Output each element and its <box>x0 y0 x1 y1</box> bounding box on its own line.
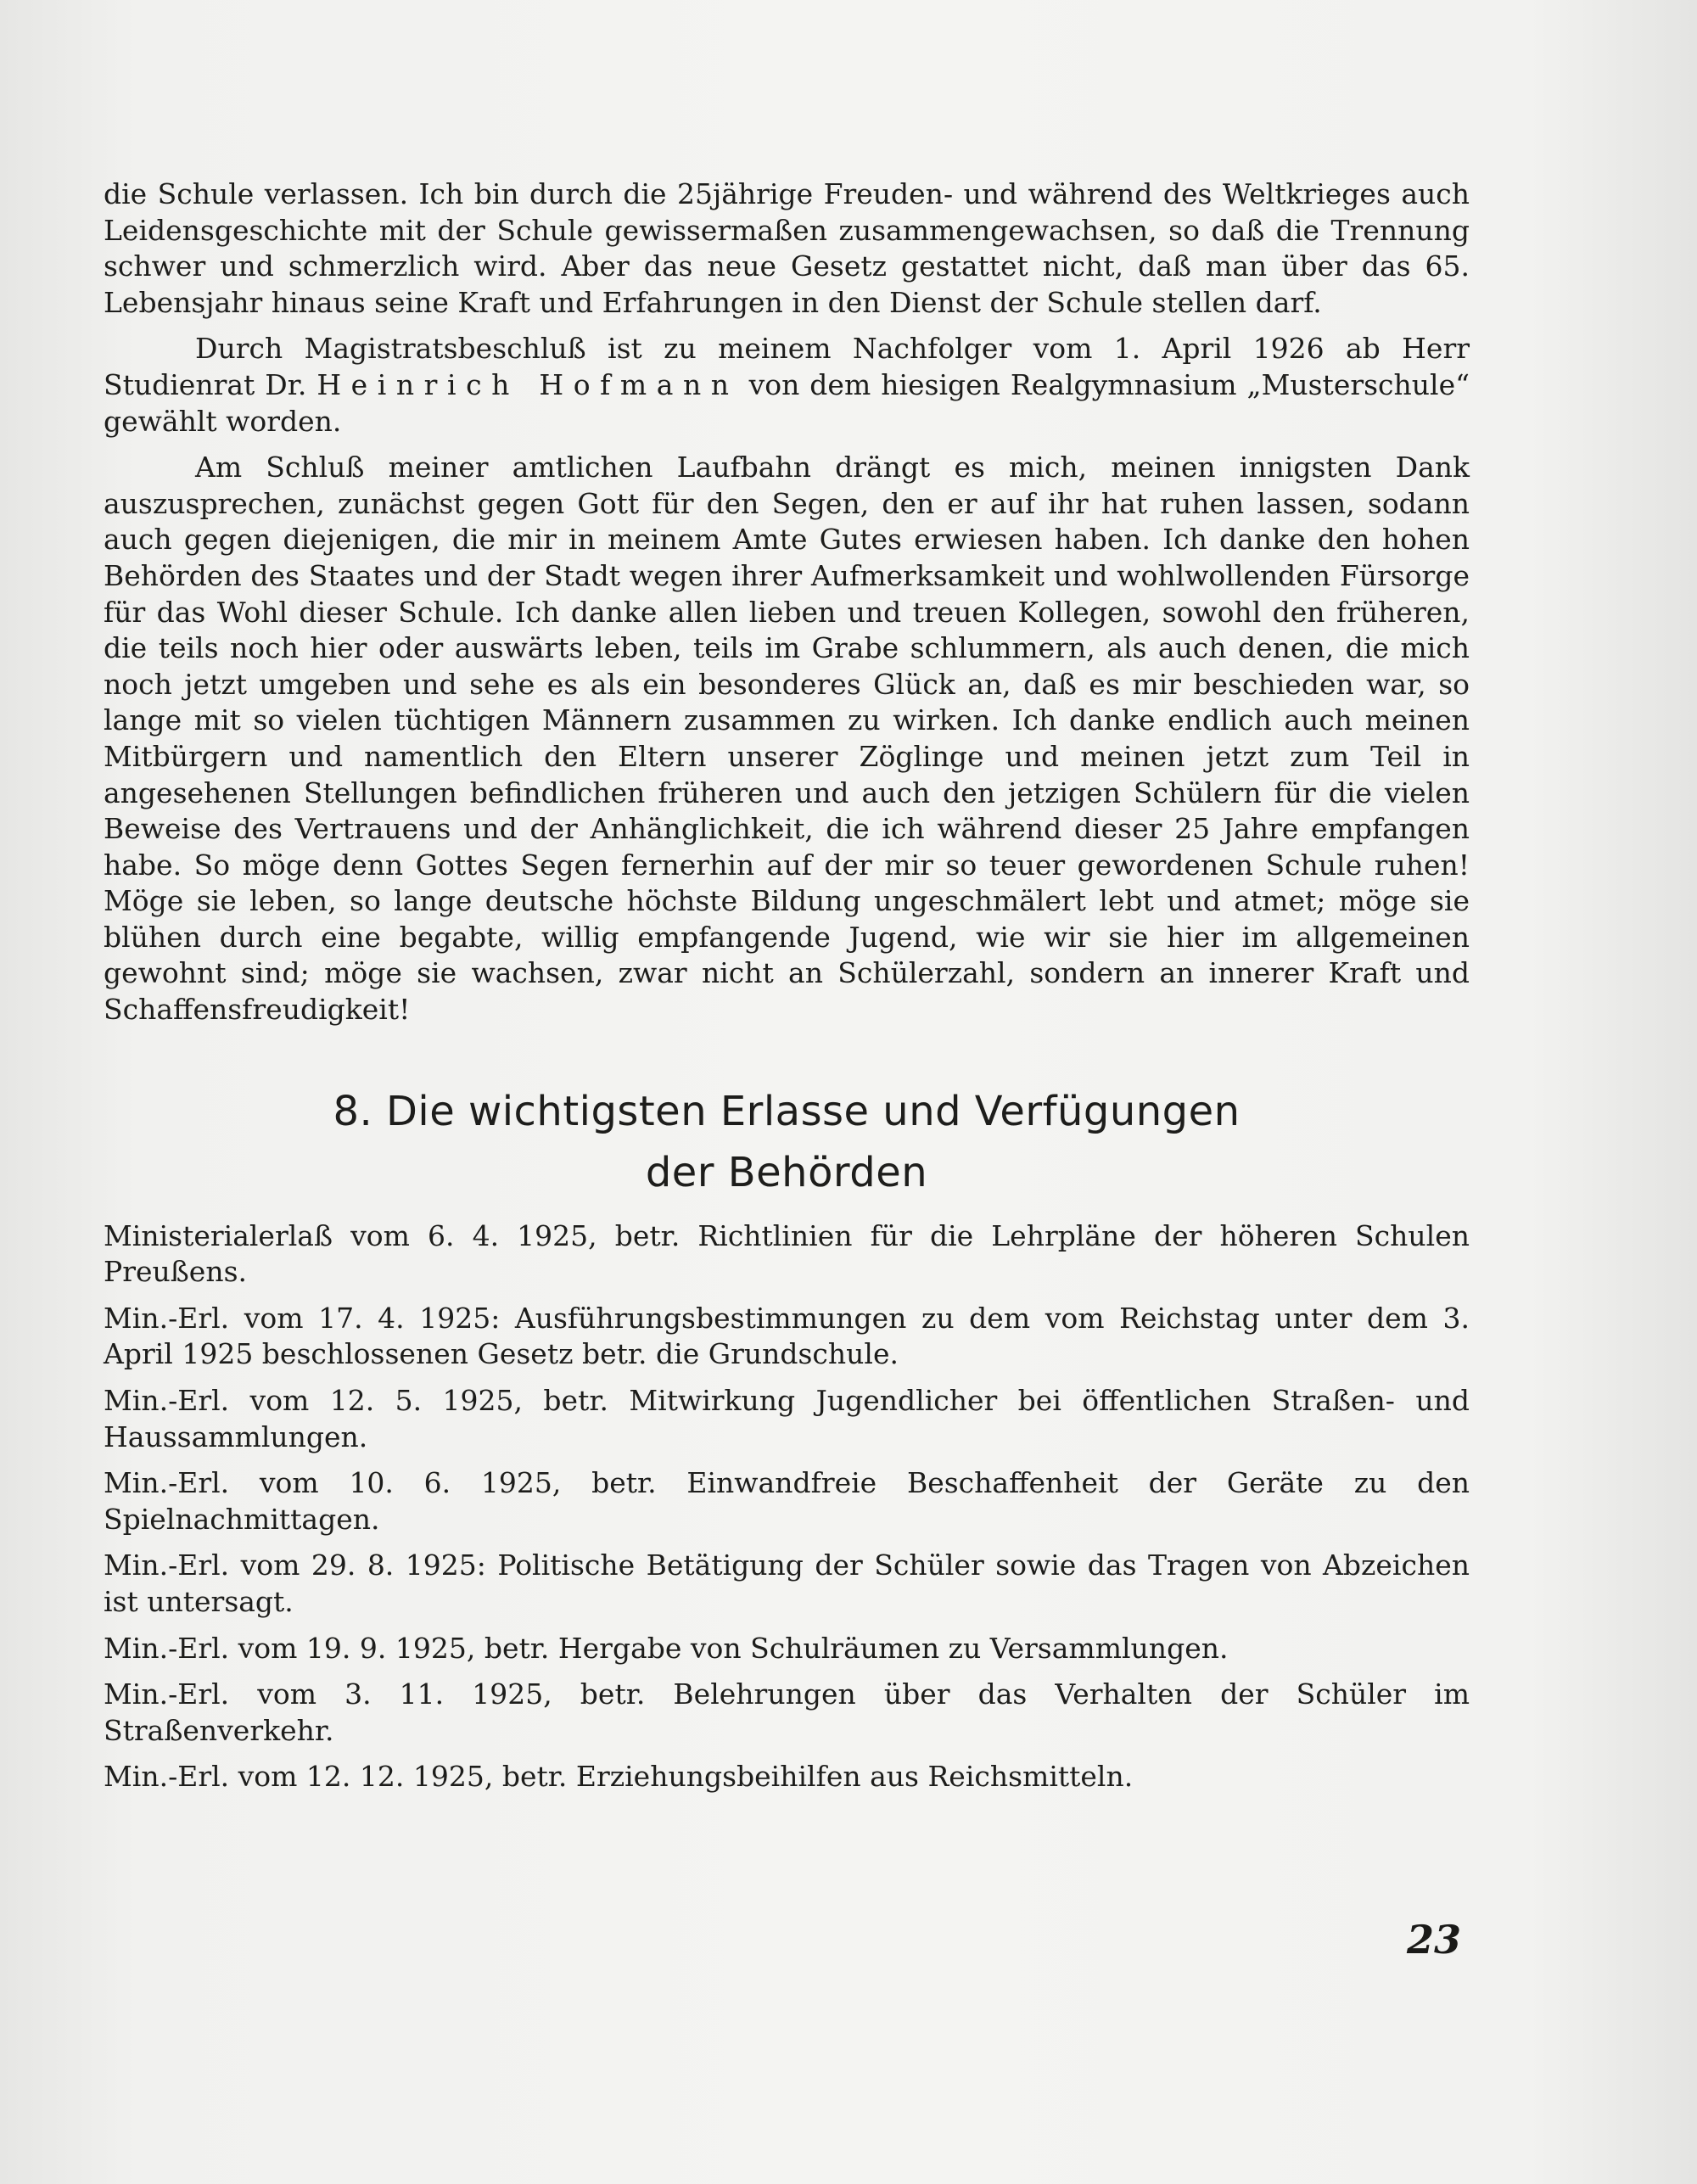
decree-item: Min.-Erl. vom 17. 4. 1925: Ausführungsbestimmungen zu dem vom Reichstag unter dem 3. April 1925 beschlossenen Gesetz betr. die Grundschule. <box>104 1301 1470 1371</box>
successor-text-before: Durch Magistratsbeschluß ist zu meinem Nachfolger vom 1. April 1926 ab Herr Studienrat Dr. <box>104 332 1470 401</box>
decree-item: Min.-Erl. vom 19. 9. 1925, betr. Hergabe von Schulräumen zu Versammlungen. <box>104 1631 1229 1665</box>
decree-item: Min.-Erl. vom 10. 6. 1925, betr. Einwandfreie Beschaffenheit der Geräte zu den Spielnachmittagen. <box>104 1466 1470 1536</box>
decree-item: Min.-Erl. vom 12. 5. 1925, betr. Mitwirkung Jugendlicher bei öffentlichen Straßen- und Haussammlungen. <box>104 1384 1470 1453</box>
paragraph-thanks: Am Schluß meiner amtlichen Laufbahn drängt es mich, meinen innigsten Dank auszusprechen, zunächst gegen Gott für den Segen, den er auf ihr hat ruhen lassen, sodann auch gegen diejenigen, die mir in meinem Amte Gutes erwiesen haben. Ich danke den hohen Behörden des Staates und der Stadt wegen ihrer Aufmerksamkeit und wohlwollenden Fürsorge für das Wohl dieser Schule. Ich danke allen lieben und treuen Kollegen, sowohl den früheren, die teils noch hier oder auswärts leben, teils im Grabe schlummern, als auch denen, die mich noch jetzt umgeben und sehe es als ein besonderes Glück an, daß es mir beschieden war, so lange mit so vielen tüchtigen Männern zusammen zu wirken. Ich danke endlich auch meinen Mitbürgern und namentlich den Eltern unserer Zöglinge und meinen jetzt zum Teil in angesehenen Stellungen befindlichen früheren und auch den jetzigen Schülern für die vielen Beweise des Vertrauens und der Anhänglichkeit, die ich während dieser 25 Jahre empfangen habe. So möge denn Gottes Segen fernerhin auf der mir so teuer gewordenen Schule ruhen! Möge sie leben, so lange deutsche höchste Bildung ungeschmälert lebt und atmet; möge sie blühen durch eine begabte, willig empfangende Jugend, wie wir sie hier im allgemeinen gewohnt sind; möge sie wachsen, zwar nicht an Schülerzahl, sondern an innerer Kraft und Schaffensfreudigkeit! <box>104 451 1470 1027</box>
paragraph-successor <box>104 331 1470 440</box>
page-number: 23 <box>1407 1917 1462 1963</box>
successor-name: Heinrich Hofmann <box>316 367 739 401</box>
decree-item: Ministerialerlaß vom 6. 4. 1925, betr. Richtlinien für die Lehrpläne der höheren Schulen Preußens. <box>104 1218 1470 1289</box>
successor-text-after: von dem hiesigen Realgymnasium „Musterschule“ gewählt worden. <box>104 367 1470 438</box>
section-title-line2: der Behörden <box>645 1148 928 1196</box>
section-title-line1: 8. Die wichtigsten Erlasse und Verfügungen <box>333 1087 1241 1135</box>
page-content <box>104 176 1470 1806</box>
paragraph-closing-intro: die Schule verlassen. Ich bin durch die 25jährige Freuden- und während des Weltkrieges auch Leidensgeschichte mit der Schule gewissermaßen zusammengewachsen, so daß die Trennung schwer und schmerzlich wird. Aber das neue Gesetz gestattet nicht, daß man über das 65. Lebensjahr hinaus seine Kraft und Erfahrungen in den Dienst der Schule stellen darf. <box>104 177 1470 319</box>
decree-item: Min.-Erl. vom 3. 11. 1925, betr. Belehrungen über das Verhalten der Schüler im Straßenverkehr. <box>104 1677 1470 1747</box>
section-heading <box>104 1081 1470 1203</box>
decree-item: Min.-Erl. vom 29. 8. 1925: Politische Betätigung der Schüler sowie das Tragen von Abzeichen ist untersagt. <box>104 1548 1470 1618</box>
decree-item: Min.-Erl. vom 12. 12. 1925, betr. Erziehungsbeihilfen aus Reichsmitteln. <box>104 1760 1134 1794</box>
